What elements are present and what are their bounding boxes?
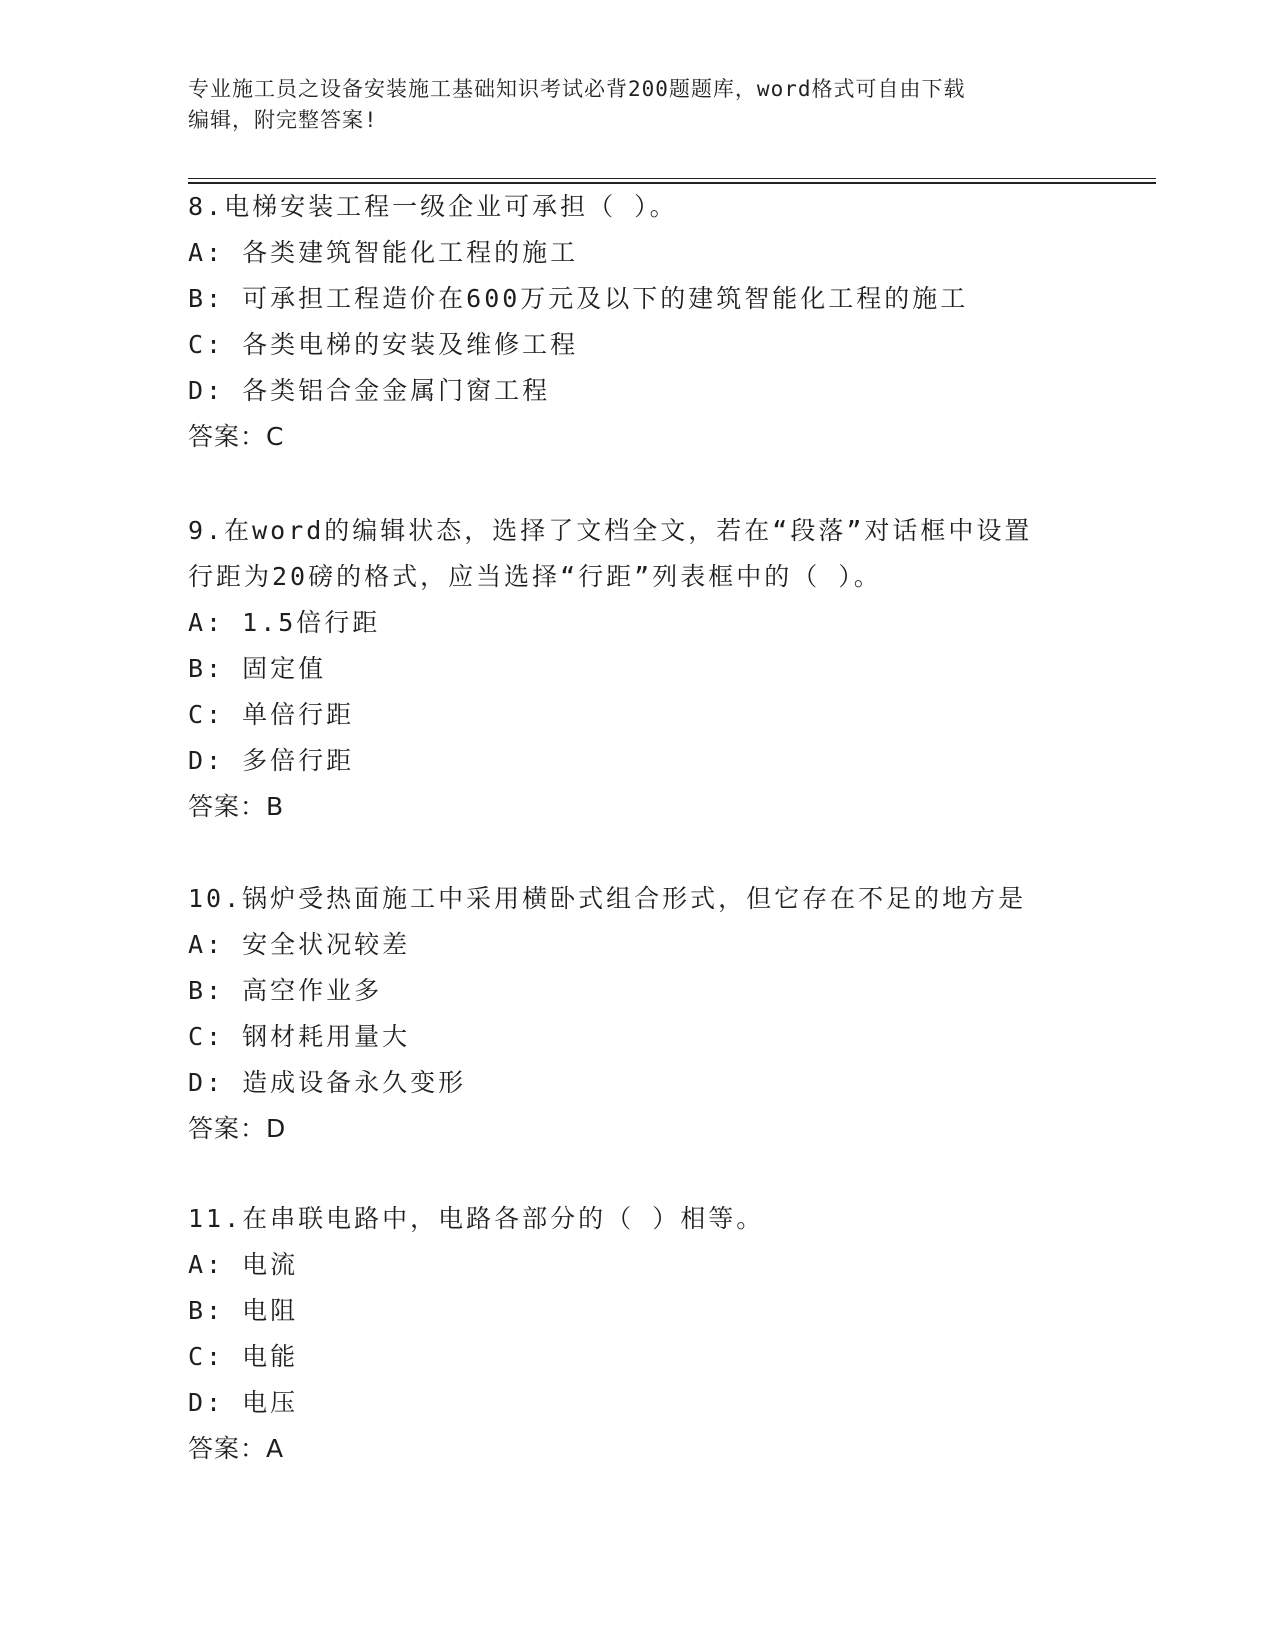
answer-line [188,414,1108,460]
header-line-2: 编辑，附完整答案! [188,108,378,132]
option-a: A: 安全状况较差 [188,930,411,959]
option-d: D: 各类铝合金金属门窗工程 [188,376,551,405]
answer-line [188,1106,1108,1152]
question-stem: 11.在串联电路中，电路各部分的（ ）相等。 [188,1204,765,1233]
question-stem: 10.锅炉受热面施工中采用横卧式组合形式，但它存在不足的地方是 [188,884,1027,913]
answer-label: 答案： [188,792,267,821]
answer-line [188,1426,1108,1472]
option-b: B: 固定值 [188,654,327,683]
question-11 [188,1196,1108,1472]
option-d: D: 电压 [188,1388,299,1417]
option-c: C: 单倍行距 [188,700,355,729]
option-b: B: 电阻 [188,1296,299,1325]
answer-label: 答案： [188,1434,267,1463]
option-d: D: 多倍行距 [188,746,355,775]
option-a: A: 1.5倍行距 [188,608,381,637]
option-d: D: 造成设备永久变形 [188,1068,467,1097]
question-9 [188,508,1108,830]
question-10 [188,876,1108,1152]
answer-label: 答案： [188,422,267,451]
option-a: A: 各类建筑智能化工程的施工 [188,238,579,267]
question-stem-line-1: 9.在word的编辑状态，选择了文档全文，若在“段落”对话框中设置 [188,516,1033,545]
document-header [188,74,1068,136]
option-b: B: 可承担工程造价在600万元及以下的建筑智能化工程的施工 [188,284,969,313]
answer-label: 答案： [188,1114,267,1143]
option-b: B: 高空作业多 [188,976,383,1005]
header-divider-thin [188,178,1156,179]
answer-line [188,784,1108,830]
question-8 [188,184,1108,460]
answer-value: A [266,1434,285,1463]
answer-value: C [266,422,285,451]
answer-value: D [266,1114,287,1143]
option-c: C: 各类电梯的安装及维修工程 [188,330,579,359]
header-line-1: 专业施工员之设备安装施工基础知识考试必背200题题库，word格式可自由下载 [188,77,966,101]
answer-value: B [266,792,285,821]
option-c: C: 钢材耗用量大 [188,1022,411,1051]
option-c: C: 电能 [188,1342,299,1371]
question-stem-line-2: 行距为20磅的格式，应当选择“行距”列表框中的（ ）。 [188,562,882,591]
question-stem: 8.电梯安装工程一级企业可承担（ ）。 [188,192,678,221]
option-a: A: 电流 [188,1250,299,1279]
